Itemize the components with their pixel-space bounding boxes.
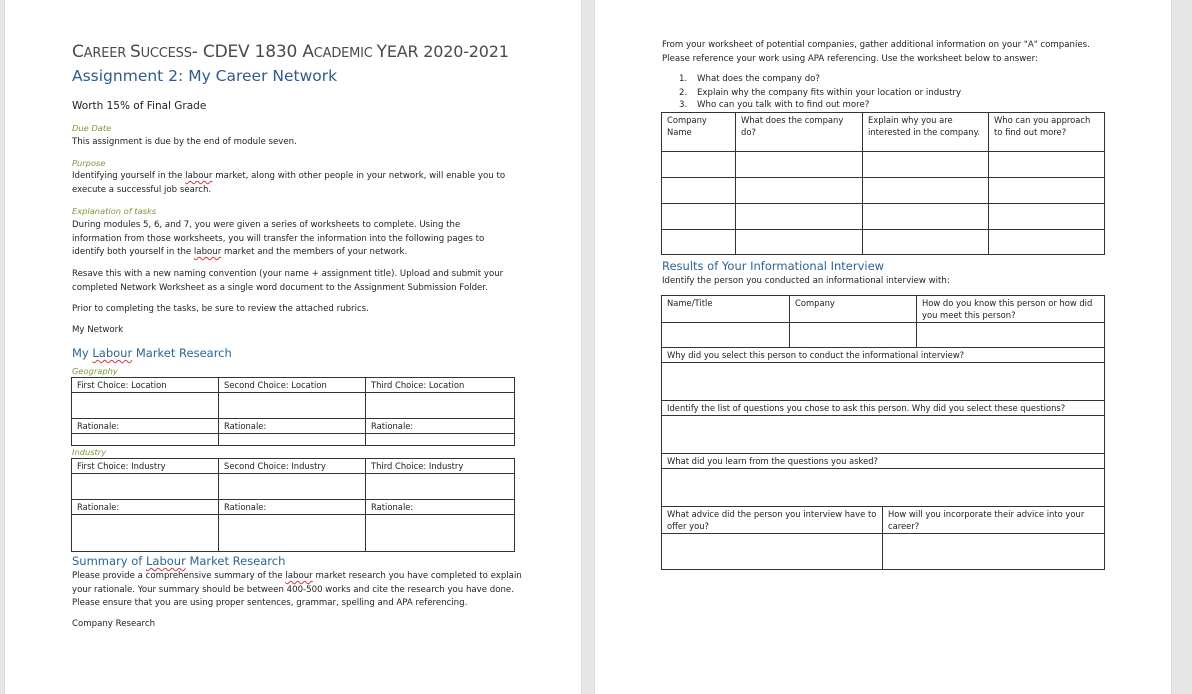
company-table xyxy=(661,112,1105,255)
table-cell[interactable] xyxy=(790,323,917,348)
intro-text: From your worksheet of potential companies, gather additional information on your "A" companies. Please reference your work using APA referencing. Use the worksheet below to answer: xyxy=(662,40,1090,64)
prior-text: Prior to completing the tasks, be sure to review the attached rubrics. xyxy=(72,304,369,314)
geo-choice-1: First Choice: Location xyxy=(72,378,219,393)
table-cell[interactable] xyxy=(989,204,1105,230)
geo-choice-2: Second Choice: Location xyxy=(219,378,366,393)
company-research-label: Company Research xyxy=(72,619,156,629)
table-cell[interactable] xyxy=(863,152,989,178)
learn-input[interactable] xyxy=(662,469,1105,507)
table-cell[interactable] xyxy=(662,178,736,204)
document-page-2 xyxy=(595,0,1171,694)
table-cell[interactable] xyxy=(989,230,1105,255)
table-cell[interactable] xyxy=(989,178,1105,204)
results-text: Identify the person you conducted an informational interview with: xyxy=(662,276,950,286)
industry-table xyxy=(71,458,515,552)
ind-choice-1: First Choice: Industry xyxy=(72,459,219,474)
list-item: 3. Who can you talk with to find out more? xyxy=(679,100,870,110)
ind-choice-3-input[interactable] xyxy=(366,474,515,500)
ind-rationale-3-input[interactable] xyxy=(366,515,515,552)
table-cell[interactable] xyxy=(863,204,989,230)
geo-rationale-1: Rationale: xyxy=(72,419,219,434)
table-cell[interactable] xyxy=(989,152,1105,178)
geo-rationale-2: Rationale: xyxy=(219,419,366,434)
ind-rationale-3: Rationale: xyxy=(366,500,515,515)
summary-text: Please provide a comprehensive summary of the labour market research you have completed to explain your rationale. Your summary should be between 400-500 works and cite the research you have done. Please ensure that you are using proper sentences, grammar, spelling and APA referencing. xyxy=(72,571,522,608)
due-date-text: This assignment is due by the end of module seven. xyxy=(72,137,297,147)
interview-header-name: Name/Title xyxy=(662,296,790,323)
list-item: 1. What does the company do? xyxy=(679,74,820,84)
purpose-text: Identifying yourself in the labour market, along with other people in your network, will enable you to execute a successful job search. xyxy=(72,171,506,195)
question-list xyxy=(679,73,961,111)
geo-choice-3-input[interactable] xyxy=(366,393,515,419)
geo-choice-1-input[interactable] xyxy=(72,393,219,419)
geo-rationale-3: Rationale: xyxy=(366,419,515,434)
table-cell[interactable] xyxy=(736,178,863,204)
company-header-name: Company Name xyxy=(662,113,736,152)
purpose-heading: Purpose xyxy=(72,158,106,168)
ind-choice-3: Third Choice: Industry xyxy=(366,459,515,474)
table-cell[interactable] xyxy=(662,230,736,255)
company-header-who: Who can you approach to find out more? xyxy=(989,113,1105,152)
table-cell[interactable] xyxy=(662,152,736,178)
advice-label: What advice did the person you interview have to offer you? xyxy=(662,507,883,534)
learn-label: What did you learn from the questions you asked? xyxy=(662,454,1105,469)
table-cell[interactable] xyxy=(917,323,1105,348)
worth-text: Worth 15% of Final Grade xyxy=(72,100,207,112)
ind-rationale-2: Rationale: xyxy=(219,500,366,515)
my-network-label: My Network xyxy=(72,325,124,335)
geo-choice-3: Third Choice: Location xyxy=(366,378,515,393)
why-select-label: Why did you select this person to conduct the informational interview? xyxy=(662,348,1105,363)
industry-heading: Industry xyxy=(72,447,107,457)
explanation-heading: Explanation of tasks xyxy=(72,206,157,216)
geography-heading: Geography xyxy=(72,366,118,376)
course-title: CAREER SUCCESS- CDEV 1830 ACADEMIC YEAR 2020-2021 xyxy=(72,42,509,62)
ind-choice-2-input[interactable] xyxy=(219,474,366,500)
interview-questions-table xyxy=(661,347,1105,570)
summary-heading: Summary of Labour Market Research xyxy=(72,554,286,568)
interview-person-table xyxy=(661,295,1105,348)
explanation-text: During modules 5, 6, and 7, you were given a series of worksheets to complete. Using the information from those worksheets, you will transfer the information into the following pages to identify both yourself in the labour market and the members of your network. xyxy=(72,220,485,257)
table-cell[interactable] xyxy=(736,230,863,255)
assignment-title: Assignment 2: My Career Network xyxy=(72,67,338,85)
results-heading: Results of Your Informational Interview xyxy=(662,259,885,273)
ind-rationale-1-input[interactable] xyxy=(72,515,219,552)
document-page-1 xyxy=(5,0,581,694)
table-cell[interactable] xyxy=(736,204,863,230)
incorporate-input[interactable] xyxy=(883,534,1105,570)
incorporate-label: How will you incorporate their advice into your career? xyxy=(883,507,1105,534)
identify-questions-input[interactable] xyxy=(662,416,1105,454)
geo-choice-2-input[interactable] xyxy=(219,393,366,419)
table-cell[interactable] xyxy=(662,204,736,230)
geo-rationale-3-input[interactable] xyxy=(366,434,515,446)
interview-header-company: Company xyxy=(790,296,917,323)
ind-rationale-2-input[interactable] xyxy=(219,515,366,552)
ind-choice-2: Second Choice: Industry xyxy=(219,459,366,474)
company-header-what: What does the company do? xyxy=(736,113,863,152)
table-cell[interactable] xyxy=(863,230,989,255)
advice-input[interactable] xyxy=(662,534,883,570)
ind-choice-1-input[interactable] xyxy=(72,474,219,500)
ind-rationale-1: Rationale: xyxy=(72,500,219,515)
resave-text: Resave this with a new naming convention (your name + assignment title). Upload and submit your completed Network Worksheet as a single word document to the Assignment Submission Folder. xyxy=(72,269,504,293)
table-cell[interactable] xyxy=(736,152,863,178)
table-cell[interactable] xyxy=(662,323,790,348)
list-item: 2. Explain why the company fits within your location or industry xyxy=(679,87,962,98)
why-select-input[interactable] xyxy=(662,363,1105,401)
due-date-heading: Due Date xyxy=(72,123,112,133)
table-cell[interactable] xyxy=(863,178,989,204)
geography-table xyxy=(71,377,515,446)
geo-rationale-1-input[interactable] xyxy=(72,434,219,446)
company-header-why: Explain why you are interested in the company. xyxy=(863,113,989,152)
labour-market-heading: My Labour Market Research xyxy=(72,346,232,360)
geo-rationale-2-input[interactable] xyxy=(219,434,366,446)
interview-header-how: How do you know this person or how did you meet this person? xyxy=(917,296,1105,323)
identify-questions-label: Identify the list of questions you chose to ask this person. Why did you select these questions? xyxy=(662,401,1105,416)
